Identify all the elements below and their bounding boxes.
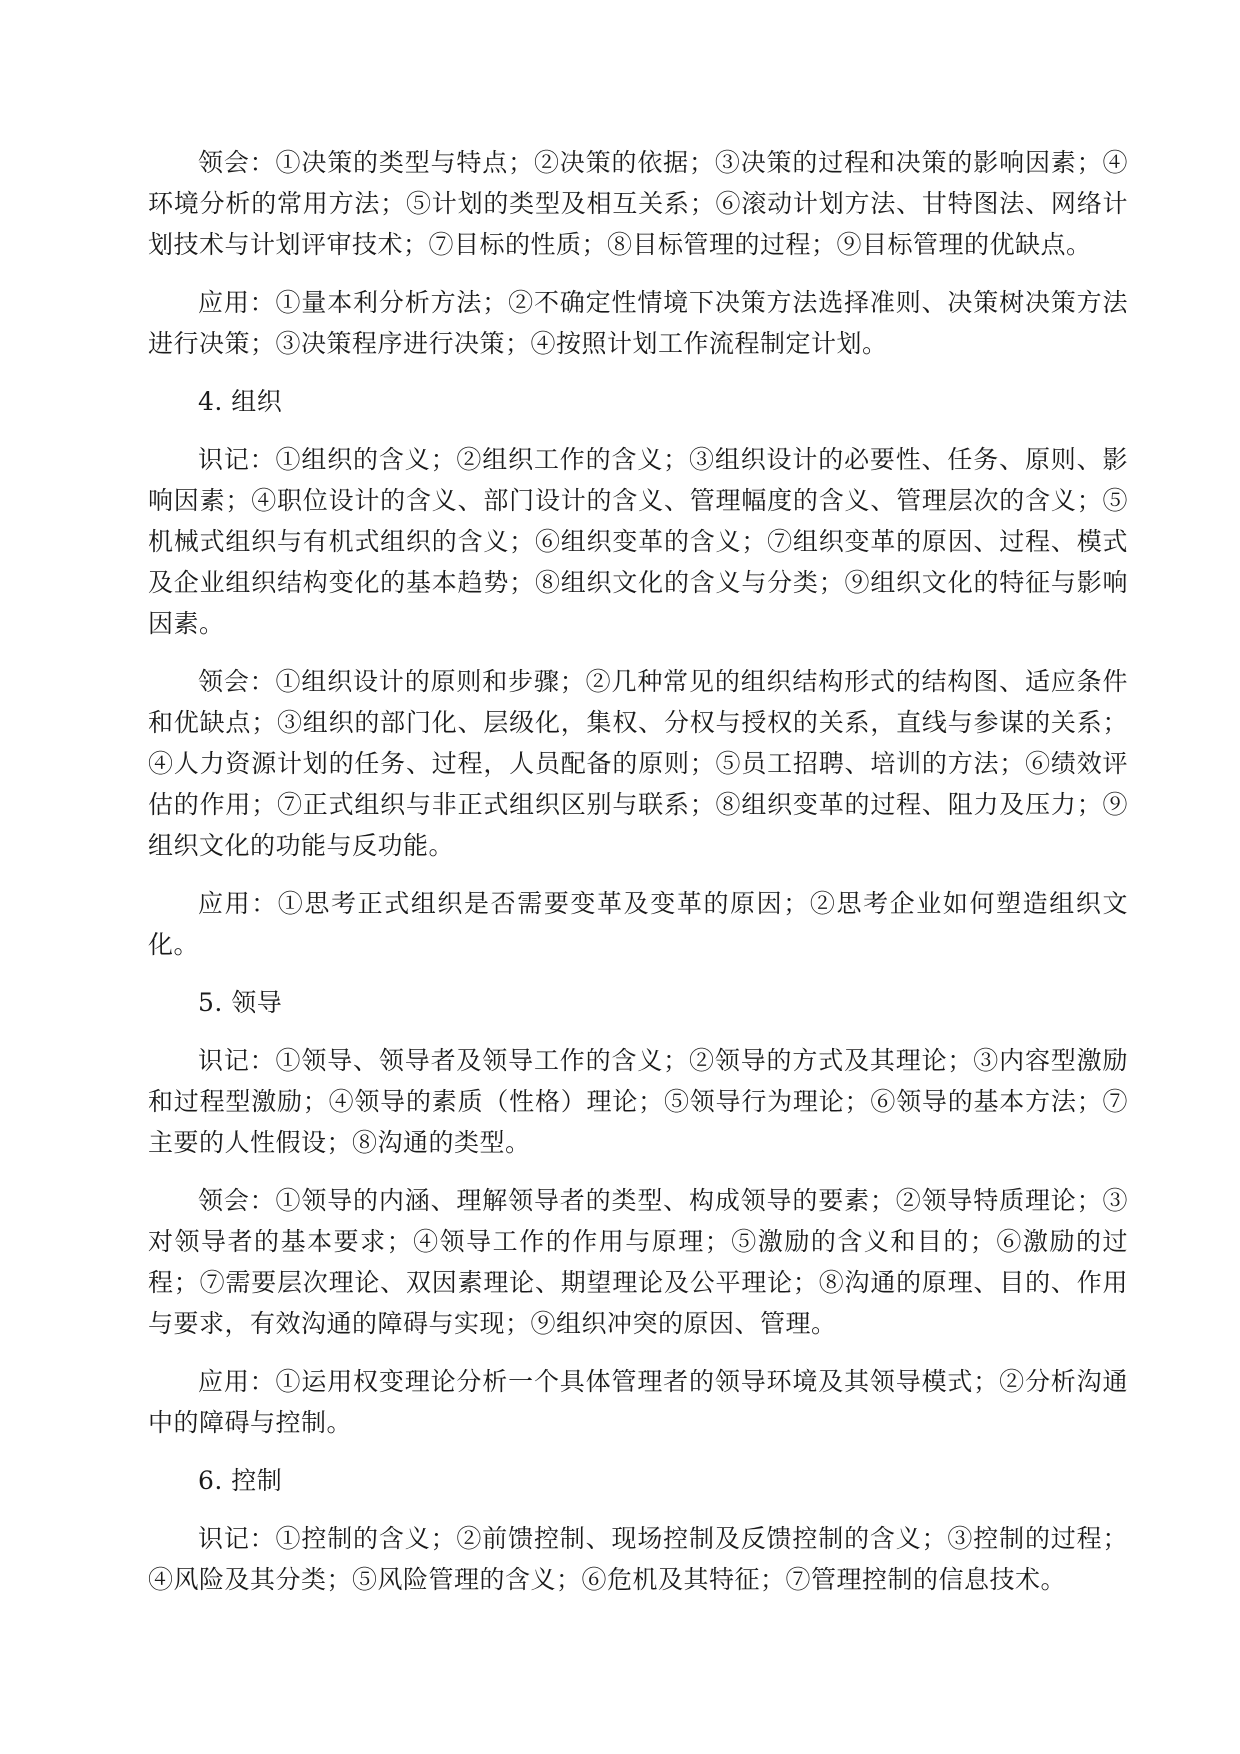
document-body	[148, 142, 1128, 1617]
section-heading-organization: 4. 组织	[198, 387, 283, 416]
section-heading-leadership: 5. 领导	[198, 988, 283, 1017]
section-heading-control: 6. 控制	[198, 1466, 283, 1495]
paragraph-organization-memorize: 识记：①组织的含义；②组织工作的含义；③组织设计的必要性、任务、原则、影响因素；④职位设计的含义、部门设计的含义、管理幅度的含义、管理层次的含义；⑤机械式组织与有机式组织的含义；⑥组织变革的含义；⑦组织变革的原因、过程、模式及企业组织结构变化的基本趋势；⑧组织文化的含义与分类；⑨组织文化的特征与影响因素。	[148, 445, 1128, 638]
paragraph-leadership-memorize: 识记：①领导、领导者及领导工作的含义；②领导的方式及其理论；③内容型激励和过程型激励；④领导的素质（性格）理论；⑤领导行为理论；⑥领导的基本方法；⑦主要的人性假设；⑧沟通的类型。	[148, 1046, 1128, 1157]
paragraph-control-memorize: 识记：①控制的含义；②前馈控制、现场控制及反馈控制的含义；③控制的过程；④风险及其分类；⑤风险管理的含义；⑥危机及其特征；⑦管理控制的信息技术。	[148, 1524, 1128, 1594]
paragraph-organization-application: 应用：①思考正式组织是否需要变革及变革的原因；②思考企业如何塑造组织文化。	[148, 889, 1128, 959]
paragraph-leadership-understanding: 领会：①领导的内涵、理解领导者的类型、构成领导的要素；②领导特质理论；③对领导者的基本要求；④领导工作的作用与原理；⑤激励的含义和目的；⑥激励的过程；⑦需要层次理论、双因素理论、期望理论及公平理论；⑧沟通的原理、目的、作用与要求，有效沟通的障碍与实现；⑨组织冲突的原因、管理。	[148, 1186, 1128, 1338]
paragraph-decision-application: 应用：①量本利分析方法；②不确定性情境下决策方法选择准则、决策树决策方法进行决策；③决策程序进行决策；④按照计划工作流程制定计划。	[148, 288, 1128, 358]
paragraph-decision-understanding: 领会：①决策的类型与特点；②决策的依据；③决策的过程和决策的影响因素；④环境分析的常用方法；⑤计划的类型及相互关系；⑥滚动计划方法、甘特图法、网络计划技术与计划评审技术；⑦目标的性质；⑧目标管理的过程；⑨目标管理的优缺点。	[148, 148, 1128, 259]
paragraph-organization-understanding: 领会：①组织设计的原则和步骤；②几种常见的组织结构形式的结构图、适应条件和优缺点；③组织的部门化、层级化，集权、分权与授权的关系，直线与参谋的关系；④人力资源计划的任务、过程，人员配备的原则；⑤员工招聘、培训的方法；⑥绩效评估的作用；⑦正式组织与非正式组织区别与联系；⑧组织变革的过程、阻力及压力；⑨组织文化的功能与反功能。	[148, 667, 1128, 860]
paragraph-leadership-application: 应用：①运用权变理论分析一个具体管理者的领导环境及其领导模式；②分析沟通中的障碍与控制。	[148, 1367, 1128, 1437]
